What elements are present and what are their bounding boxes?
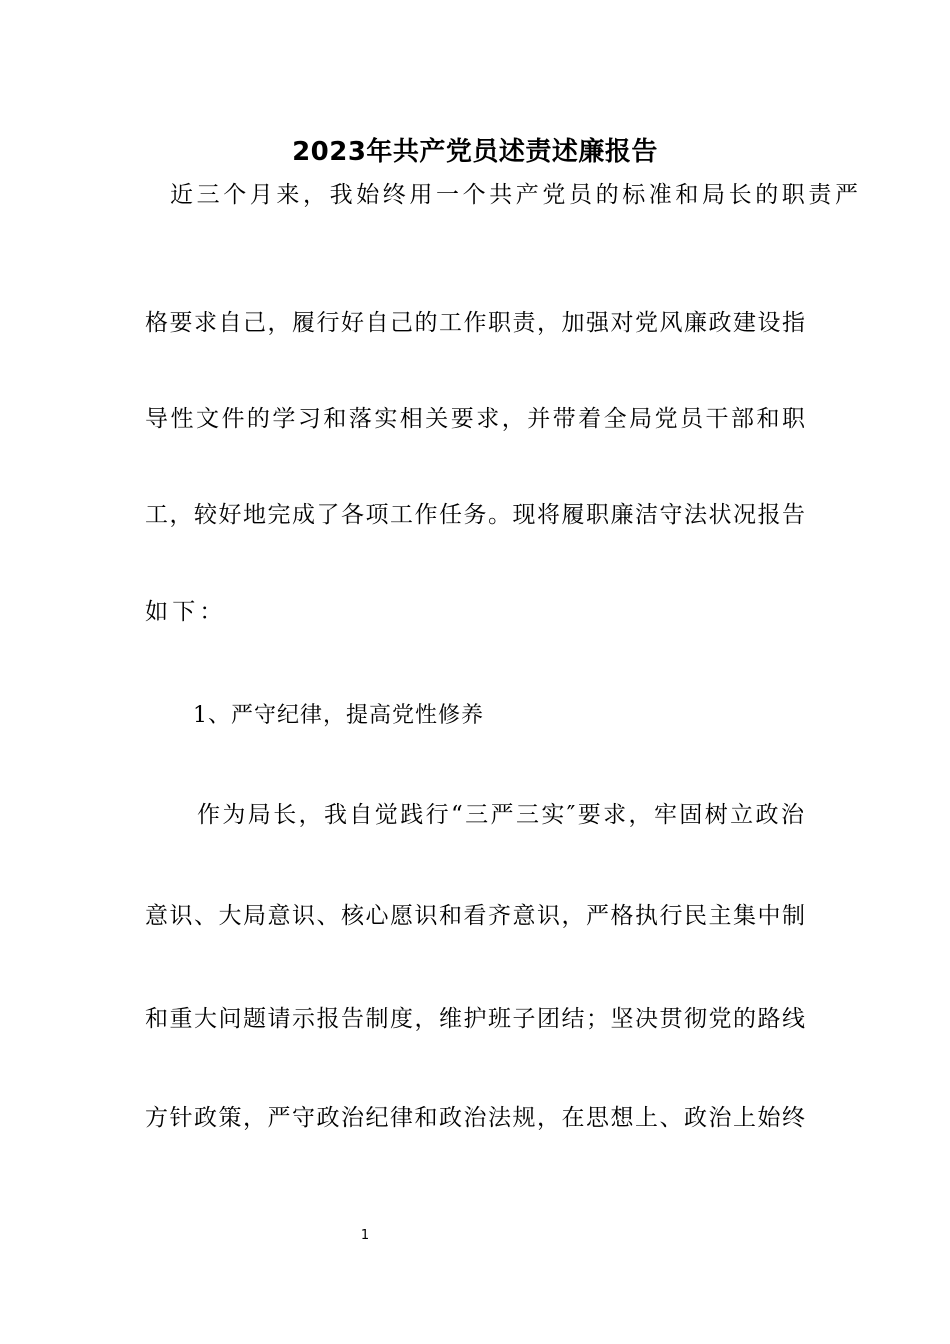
section-heading: 1、严守纪律，提高党性修养 — [193, 703, 484, 728]
page-number: 1 — [360, 1228, 370, 1243]
paragraph-line: 工，较好地完成了各项工作任务。现将履职廉洁守法状况报告 — [145, 502, 805, 528]
paragraph-line: 如下： — [145, 599, 227, 625]
paragraph-line: 格要求自己，履行好自己的工作职责，加强对党风廉政建设指 — [145, 310, 805, 336]
document-title: 2023年共产党员述责述廉报告 — [292, 137, 658, 167]
paragraph-line: 意识、大局意识、核心愿识和看齐意识，严格执行民主集中制 — [145, 903, 805, 929]
paragraph-line: 近三个月来，我始终用一个共产党员的标准和局长的职责严 — [170, 182, 862, 208]
paragraph-line: 和重大问题请示报告制度，维护班子团结；坚决贯彻党的路线 — [145, 1006, 805, 1032]
paragraph-line: 方针政策，严守政治纪律和政治法规，在思想上、政治上始终 — [145, 1105, 805, 1131]
paragraph-line: 导性文件的学习和落实相关要求，并带着全局党员干部和职 — [145, 406, 805, 432]
paragraph-line: 作为局长，我自觉践行“三严三实″要求，牢固树立政治 — [197, 802, 807, 828]
